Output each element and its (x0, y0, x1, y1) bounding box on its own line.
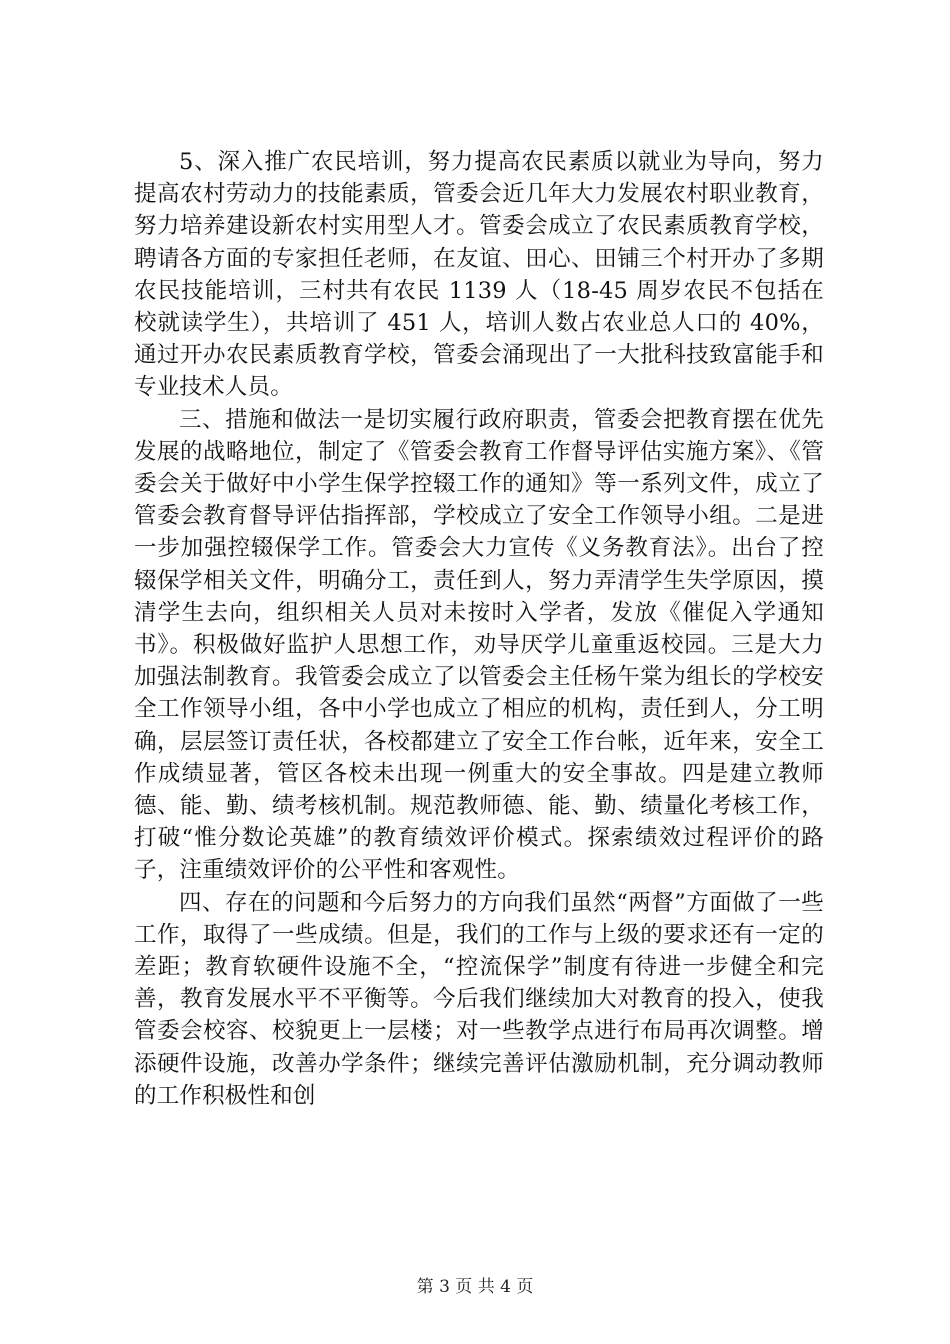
document-body (134, 146, 824, 1112)
paragraph-farmer-training: 5、深入推广农民培训，努力提高农民素质以就业为导向，努力提高农村劳动力的技能素质，管委会近几年大力发展农村职业教育，努力培养建设新农村实用型人才。管委会成立了农民素质教育学校，聘请各方面的专家担任老师，在友谊、田心、田铺三个村开办了多期农民技能培训，三村共有农民 1139 人（18-45 周岁农民不包括在校就读学生），共培训了 451 人，培训人数占农业总人口的 40%，通过开办农民素质教育学校，管委会涌现出了一大批科技致富能手和专业技术人员。 (134, 149, 824, 401)
paragraph-problems: 四、存在的问题和今后努力的方向我们虽然“两督”方面做了一些工作，取得了一些成绩。但是，我们的工作与上级的要求还有一定的差距；教育软硬件设施不全，“控流保学”制度有待进一步健全和完善，教育发展水平不平衡等。今后我们继续加大对教育的投入，使我管委会校容、校貌更上一层楼；对一些教学点进行布局再次调整。增添硬件设施，改善办学条件；继续完善评估激励机制，充分调动教师的工作积极性和创 (134, 889, 824, 1109)
page-number: 第 3 页 共 4 页 (416, 1277, 534, 1297)
paragraph-measures: 三、措施和做法一是切实履行政府职责，管委会把教育摆在优先发展的战略地位，制定了《管委会教育工作督导评估实施方案》、《管委会关于做好中小学生保学控辍工作的通知》等一系列文件，成立了管委会教育督导评估指挥部，学校成立了安全工作领导小组。二是进一步加强控辍保学工作。管委会大力宣传《义务教育法》。出台了控辍保学相关文件，明确分工，责任到人，努力弄清学生失学原因，摸清学生去向，组织相关人员对未按时入学者，发放《催促入学通知书》。积极做好监护人思想工作，劝导厌学儿童重返校园。三是大力加强法制教育。我管委会成立了以管委会主任杨午棠为组长的学校安全工作领导小组，各中小学也成立了相应的机构，责任到人，分工明确，层层签订责任状，各校都建立了安全工作台帐，近年来，安全工作成绩显著，管区各校未出现一例重大的安全事故。四是建立教师德、能、勤、绩考核机制。规范教师德、能、勤、绩量化考核工作，打破“惟分数论英雄”的教育绩效评价模式。探索绩效过程评价的路子，注重绩效评价的公平性和客观性。 (134, 406, 824, 884)
page-footer (0, 1272, 950, 1297)
